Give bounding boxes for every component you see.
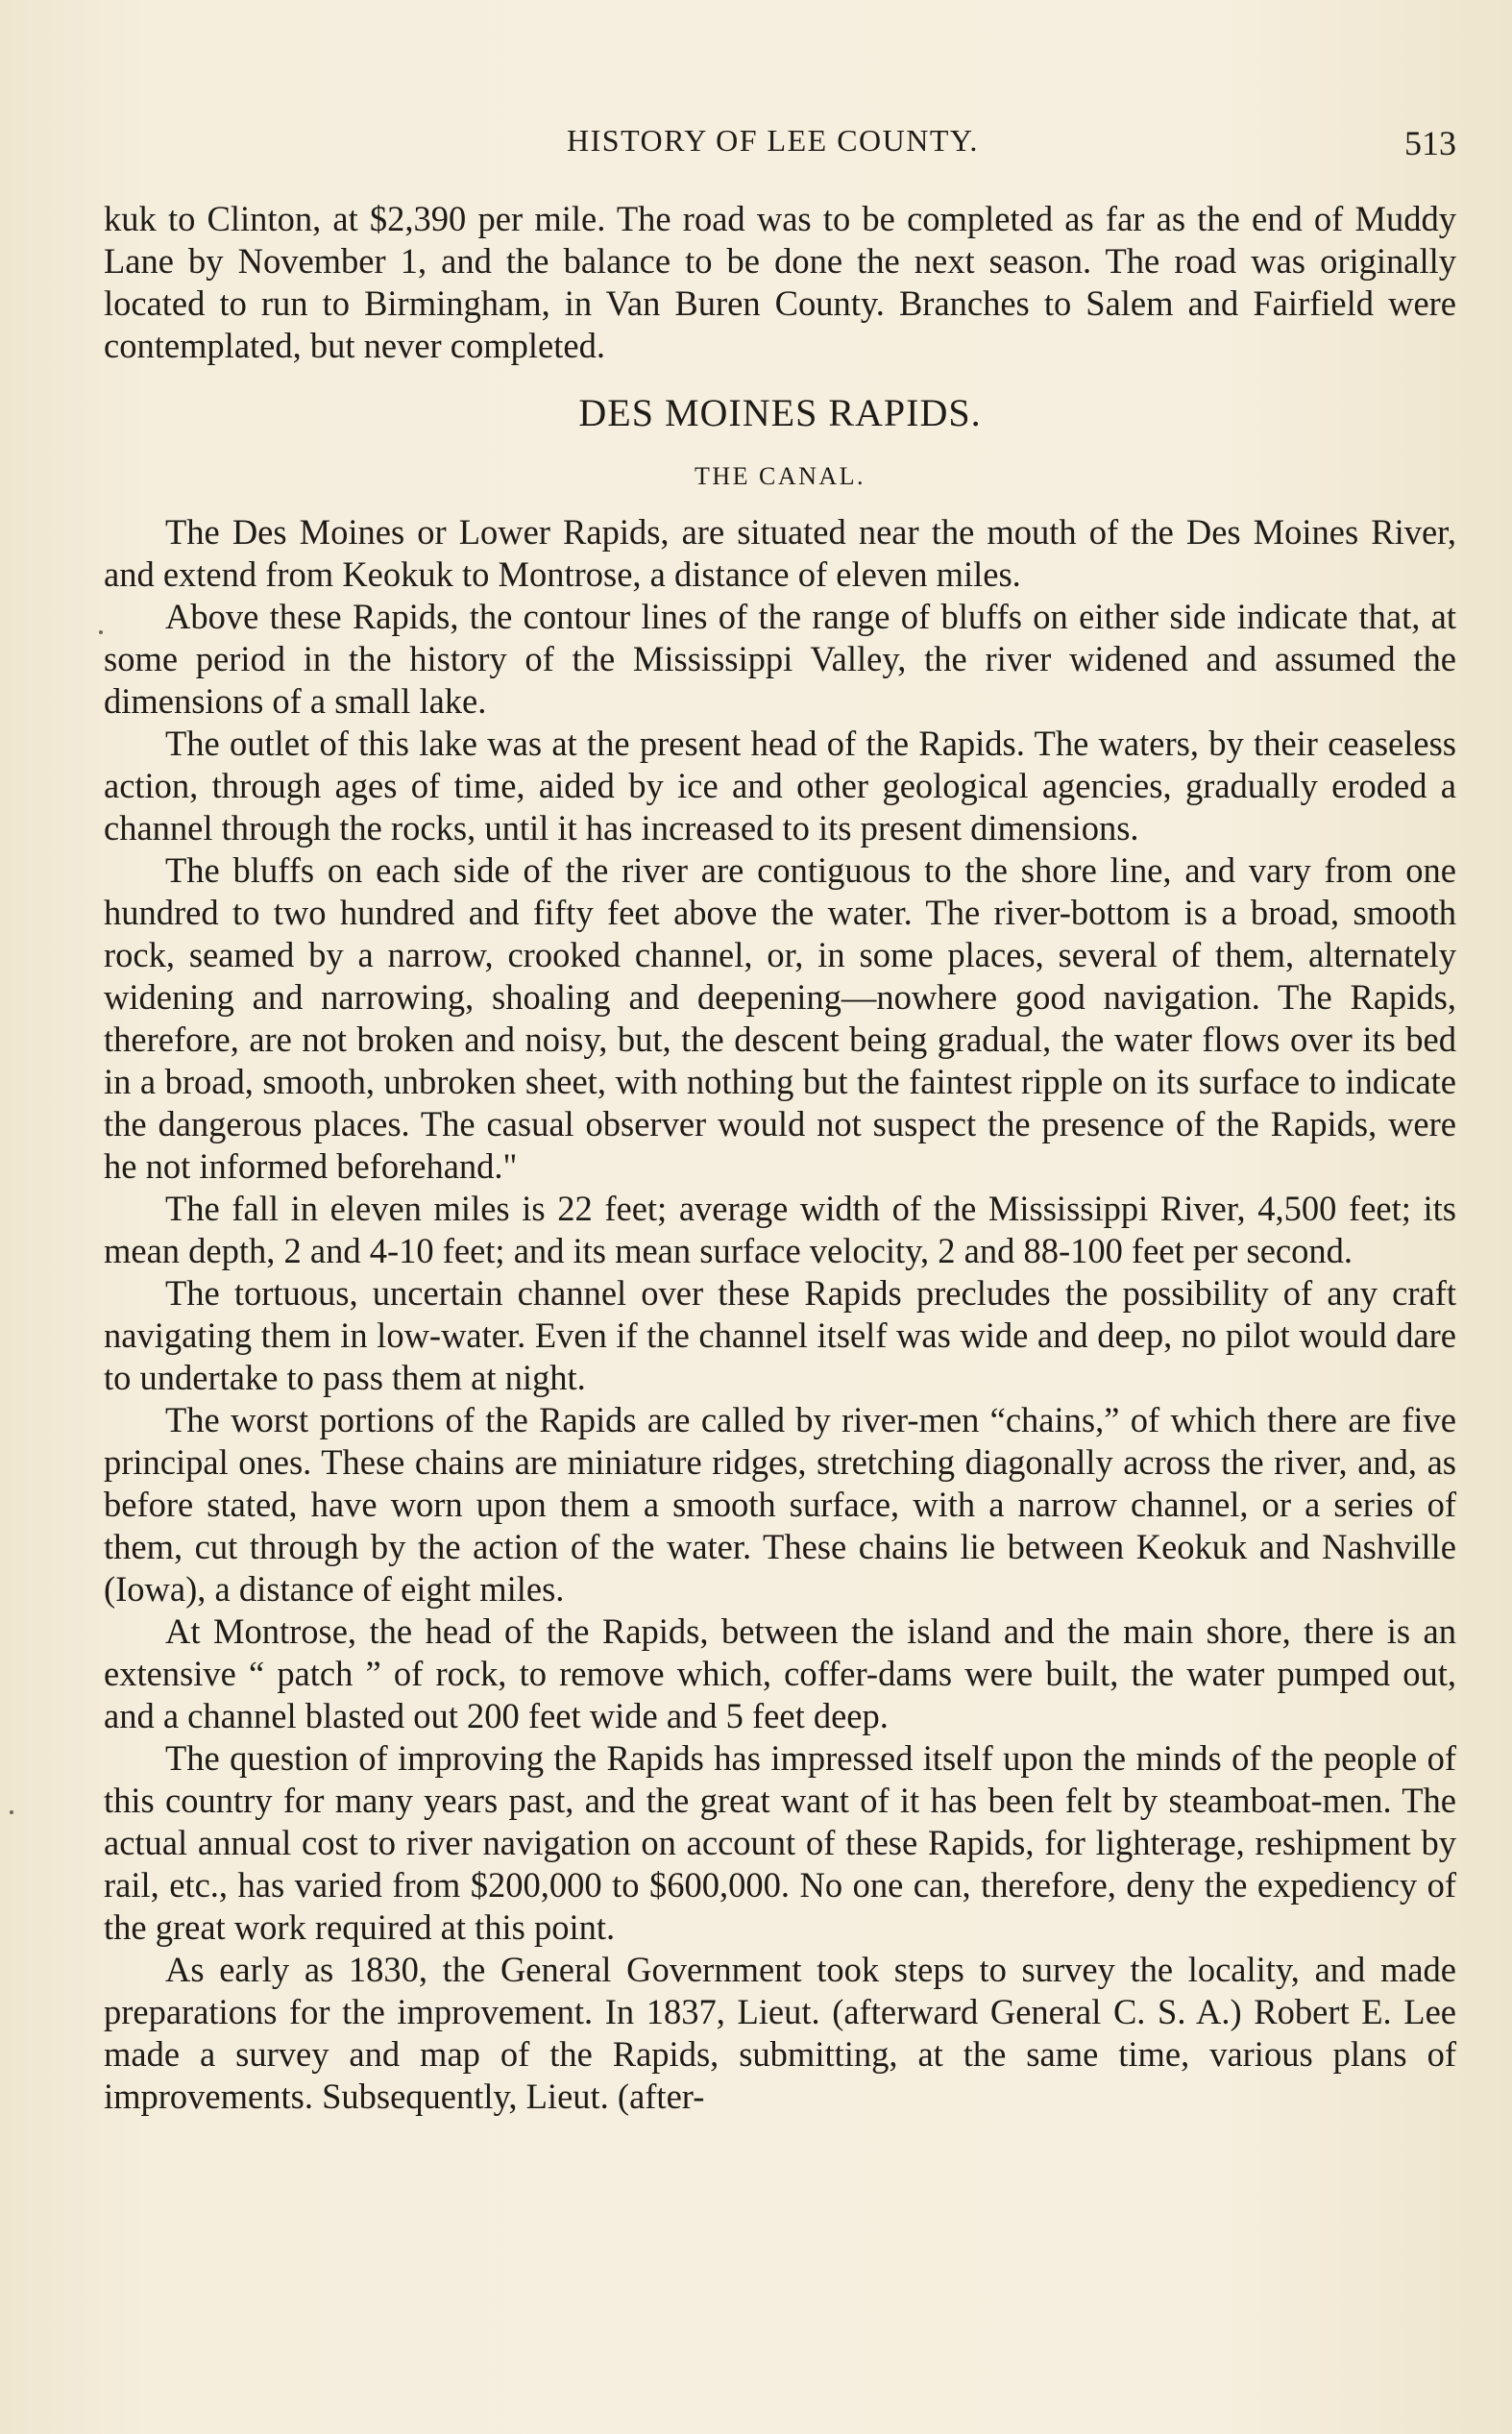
paragraph: The fall in eleven miles is 22 feet; average width of the Mississippi River, 4,500 feet; its mean depth, 2 and 4-10 feet; and its mean surface velocity, 2 and 88-100 feet per second. (104, 1189, 1456, 1270)
paragraph: The Des Moines or Lower Rapids, are situated near the mouth of the Des Moines River, and extend from Keokuk to Montrose, a distance of eleven miles. (104, 512, 1456, 594)
paragraph: As early as 1830, the General Government took steps to survey the locality, and made preparations for the improvement. In 1837, Lieut. (afterward General C. S. A.) Robert E. Lee made a survey and map of the Rapids, submitting, at the same time, various plans of improvements. Subsequently, Lieut. (after- (104, 1950, 1456, 2116)
subsection-title: THE CANAL. (694, 462, 866, 490)
paragraph: The bluffs on each side of the river are contiguous to the shore line, and vary from one hundred to two hundred and fifty feet above the water. The river-bottom is a broad, smooth rock, seamed by a narrow, crooked channel, or, in some places, several of them, alternately widening and narrowing, shoaling and deepening—nowhere good navigation. The Rapids, therefore, are not broken and noisy, but, the descent being gradual, the water flows over its bed in a broad, smooth, unbroken sheet, with nothing but the faintest ripple on its surface to indicate the dangerous places. The casual observer would not suspect the presence of the Rapids, were he not informed beforehand." (104, 850, 1456, 1186)
paragraph: The question of improving the Rapids has impressed itself upon the minds of the people of this country for many years past, and the great want of it has been felt by steamboat-men. The actual annual cost to river navigation on account of these Rapids, for lighterage, reshipment by rail, etc., has varied from $200,000 to $600,000. No one can, therefore, deny the expediency of the great work required at this point. (104, 1738, 1456, 1947)
paragraph: The worst portions of the Rapids are called by river-men “chains,” of which there are five principal ones. These chains are miniature ridges, stretching diagonally across the river, and, as before stated, have worn upon them a smooth surface, with a narrow channel, or a series of them, cut through by the action of the water. These chains lie between Keokuk and Nashville (Iowa), a distance of eight miles. (104, 1400, 1456, 1609)
page-body (104, 198, 1456, 2118)
page-header (104, 123, 1456, 167)
paragraph: The outlet of this lake was at the present head of the Rapids. The waters, by their ceaseless action, through ages of time, aided by ice and other geological agencies, gradually eroded a channel through the rocks, until it has increased to its present dimensions. (104, 724, 1456, 848)
print-speck (99, 630, 103, 634)
paragraph: At Montrose, the head of the Rapids, between the island and the main shore, there is an extensive “ patch ” of rock, to remove which, coffer-dams were built, the water pumped out, and a channel blasted out 200 feet wide and 5 feet deep. (104, 1611, 1456, 1735)
intro-paragraph: kuk to Clinton, at $2,390 per mile. The road was to be completed as far as the end of Muddy Lane by November 1, and the balance to be done the next season. The road was originally located to run to Birmingham, in Van Buren County. Branches to Salem and Fairfield were contemplated, but never completed. (104, 199, 1456, 365)
paragraph: Above these Rapids, the contour lines of the range of bluffs on either side indicate that, at some period in the history of the Mississippi Valley, the river widened and assumed the dimensions of a small lake. (104, 597, 1456, 721)
running-head: HISTORY OF LEE COUNTY. (567, 123, 979, 158)
section-title: DES MOINES RAPIDS. (578, 391, 982, 434)
paragraph: The tortuous, uncertain channel over these Rapids precludes the possibility of any craft navigating them in low-water. Even if the channel itself was wide and deep, no pilot would dare to undertake to pass them at night. (104, 1273, 1456, 1397)
page-number: 513 (1404, 124, 1456, 162)
print-speck (10, 1810, 13, 1814)
